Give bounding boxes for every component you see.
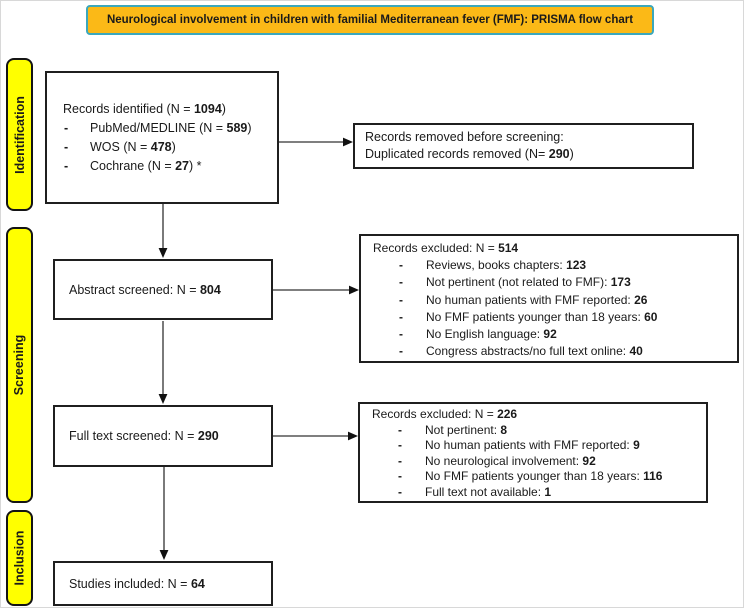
bullet-dash: -: [399, 292, 403, 307]
excluded-reason-text: [426, 309, 657, 326]
text-pre: Congress abstracts/no full text online:: [426, 344, 630, 359]
value-bold: 60: [644, 309, 658, 324]
text-pre: WOS (N =: [90, 139, 151, 154]
bullet-dash: -: [399, 275, 403, 290]
chart-title-banner: [86, 5, 654, 35]
text-post: ): [569, 147, 574, 161]
arrow-abstract-to-excluded: [273, 286, 359, 295]
bullet-dash: -: [398, 484, 402, 499]
stage-label-identification: [6, 58, 33, 211]
excluded-reason-text: [426, 343, 643, 360]
text-pre: Records excluded: N =: [373, 241, 499, 255]
value-bold: 1: [544, 484, 552, 499]
value-bold: 514: [498, 241, 519, 255]
text-post: ): [247, 120, 252, 135]
source-row-cochrane: [47, 157, 277, 176]
excluded-reason-row: [361, 292, 737, 309]
value-bold: 290: [548, 147, 570, 161]
text-pre: No English language:: [426, 327, 544, 342]
bullet-dash: -: [399, 344, 403, 359]
text-pre: Studies included: N =: [69, 576, 191, 591]
excluded-reason-row: [361, 257, 737, 274]
value-bold: 173: [610, 275, 631, 290]
arrow-abstract-to-fulltext: [159, 321, 168, 404]
arrow-identified-to-abstract: [159, 204, 168, 258]
value-bold: 116: [643, 469, 663, 484]
excluded-reason-row: [360, 438, 706, 454]
arrow-fulltext-to-excluded: [273, 432, 358, 441]
text-pre: Not pertinent (not related to FMF):: [426, 275, 611, 290]
excluded-reason-row: [361, 274, 737, 291]
value-bold: 1094: [193, 101, 222, 116]
text-pre: Records identified (N =: [63, 101, 194, 116]
text-pre: Reviews, books chapters:: [426, 258, 567, 273]
bullet-dash: -: [399, 327, 403, 342]
value-bold: 9: [633, 438, 640, 453]
excluded-reason-text: [426, 274, 631, 291]
source-row-pubmed: [47, 119, 277, 138]
value-bold: 290: [197, 429, 219, 443]
text-pre: No human patients with FMF reported:: [425, 438, 634, 453]
excluded-reason-text: [426, 326, 557, 343]
text-pre: No FMF patients younger than 18 years:: [425, 469, 644, 484]
excluded-reason-text: [425, 469, 662, 485]
text-pre: No human patients with FMF reported:: [426, 292, 635, 307]
source-text: [90, 157, 202, 176]
excluded-reason-row: [360, 454, 706, 470]
bullet-dash: -: [64, 158, 69, 173]
text-pre: No FMF patients younger than 18 years:: [426, 309, 645, 324]
stage-label-text: Screening: [12, 334, 27, 396]
arrow-identified-to-dedup: [279, 138, 353, 147]
excluded-reason-row: [360, 485, 706, 501]
stage-label-screening: [6, 227, 33, 503]
stage-label-inclusion: [6, 510, 33, 606]
value-bold: 478: [150, 139, 172, 154]
box-abstract-screened: [53, 259, 273, 320]
text-pre: Cochrane (N =: [90, 158, 176, 173]
bullet-dash: -: [398, 453, 402, 468]
records-identified-heading: [47, 100, 277, 119]
box-records-removed: [353, 123, 694, 169]
excluded-reason-row: [360, 469, 706, 485]
value-bold: 8: [500, 422, 508, 437]
text-pre: Not pertinent:: [425, 422, 501, 437]
excluded-reason-text: [426, 257, 586, 274]
value-bold: 226: [497, 407, 518, 421]
excluded-reason-text: [425, 485, 551, 501]
fulltext-screened-text: [69, 429, 219, 443]
bullet-dash: -: [64, 139, 69, 154]
bullet-dash: -: [64, 120, 69, 135]
text-pre: Full text screened: N =: [69, 429, 198, 443]
text-post: ) *: [189, 158, 202, 173]
excluded-reason-text: [425, 454, 596, 470]
value-bold: 92: [543, 327, 557, 342]
bullet-dash: -: [399, 309, 403, 324]
text-post: ): [171, 139, 176, 154]
excluded-reason-row: [361, 326, 737, 343]
text-pre: No neurological involvement:: [425, 453, 583, 468]
excluded-reason-row: [361, 309, 737, 326]
bullet-dash: -: [398, 438, 402, 453]
value-bold: 804: [199, 282, 221, 297]
stage-label-text: Inclusion: [12, 530, 27, 586]
value-bold: 27: [175, 158, 190, 173]
records-removed-line1: Records removed before screening:: [365, 130, 564, 144]
box-excluded-abstract: [359, 234, 739, 363]
source-text: [90, 119, 252, 138]
stage-label-text: Identification: [12, 95, 27, 174]
arrow-fulltext-to-included: [160, 467, 169, 560]
bullet-dash: -: [398, 422, 402, 437]
source-row-wos: [47, 138, 277, 157]
text-pre: Full text not available:: [425, 484, 545, 499]
abstract-screened-text: [69, 283, 221, 297]
text-pre: Duplicated records removed (N=: [365, 147, 549, 161]
value-bold: 40: [629, 344, 643, 359]
studies-included-text: [69, 577, 205, 591]
text-pre: PubMed/MEDLINE (N =: [90, 120, 227, 135]
value-bold: 64: [190, 576, 205, 591]
excluded-reason-row: [360, 423, 706, 439]
excluded-reason-text: [426, 292, 647, 309]
box-excluded-fulltext: [358, 402, 708, 503]
excluded-heading: [360, 407, 706, 423]
source-text: [90, 138, 176, 157]
text-post: ): [221, 101, 226, 116]
value-bold: 26: [634, 292, 648, 307]
excluded-reason-text: [425, 438, 640, 454]
records-removed-line2: [365, 146, 692, 163]
text-pre: Records excluded: N =: [372, 407, 498, 421]
bullet-dash: -: [398, 469, 402, 484]
chart-title: Neurological involvement in children with familial Mediterranean fever (FMF): PRISMA flow chart: [106, 14, 634, 26]
box-records-identified: [45, 71, 279, 204]
text-pre: Abstract screened: N =: [69, 282, 200, 297]
excluded-heading: [361, 240, 737, 257]
value-bold: 92: [582, 453, 596, 468]
value-bold: 123: [566, 258, 587, 273]
box-studies-included: [53, 561, 273, 606]
value-bold: 589: [226, 120, 248, 135]
excluded-reason-row: [361, 343, 737, 360]
excluded-reason-text: [425, 423, 507, 439]
box-fulltext-screened: [53, 405, 273, 467]
bullet-dash: -: [399, 258, 403, 273]
